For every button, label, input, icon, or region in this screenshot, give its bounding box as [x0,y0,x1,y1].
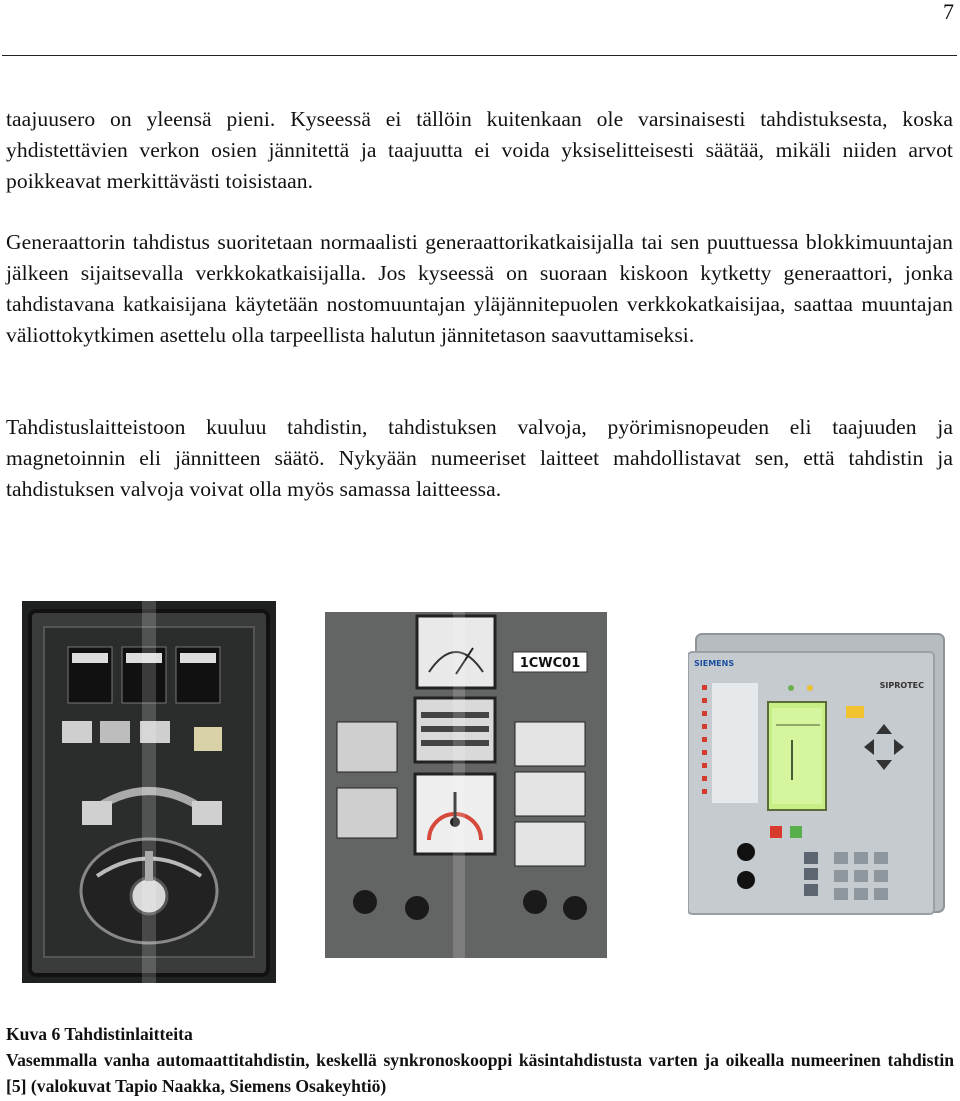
paragraph-1: taajuusero on yleensä pieni. Kyseessä ei tällöin kuitenkaan ole varsinaisesti tahdistuksesta, koska yhdistettävien verkon osien jännitettä ja taajuutta ei voida yksiselitteisesti säätää, mikäli niiden arvot poikkeavat merkittävästi toisistaan. [6,107,953,193]
photo-numeric-synchronizer [688,630,946,915]
photo-automatic-synchronizer [22,601,276,983]
photo-synchroscope [325,612,607,958]
figure-caption-title: Kuva 6 Tahdistinlaitteita [6,1024,193,1044]
device-brand: SIEMENS [694,659,735,668]
header-rule [2,55,957,56]
device-model: SIPROTEC [879,681,924,690]
page-number: 7 [943,0,954,24]
panel-label: 1CWC01 [519,656,581,671]
paragraph-2: Generaattorin tahdistus suoritetaan normaalisti generaattorikatkaisijalla tai sen puuttuessa blokkimuuntajan jälkeen sijaitsevalla verkkokatkaisijalla. Jos kyseessä on suoraan kiskoon kytketty generaattori, jonka tahdistavana katkaisijana käytetään nostomuuntajan yläjännitepuolen verkkokatkaisijaa, saattaa muuntajan väliottokytkimen asettelu olla tarpeellista halutun jännitetason saavuttamiseksi. [6,230,953,347]
figure-caption-text: Vasemmalla vanha automaattitahdistin, keskellä synkronoskooppi käsintahdistusta varten ja oikealla numeerinen tahdistin [5] (valokuvat Tapio Naakka, Siemens Osakeyhtiö) [6,1050,954,1096]
paragraph-3: Tahdistuslaitteistoon kuuluu tahdistin, tahdistuksen valvoja, pyörimisnopeuden eli taajuuden ja magnetoinnin eli jännitteen säätö. Nykyään numeeriset laitteet mahdollistavat sen, että tahdistin ja tahdistuksen valvoja voivat olla myös samassa laitteessa. [6,415,953,501]
